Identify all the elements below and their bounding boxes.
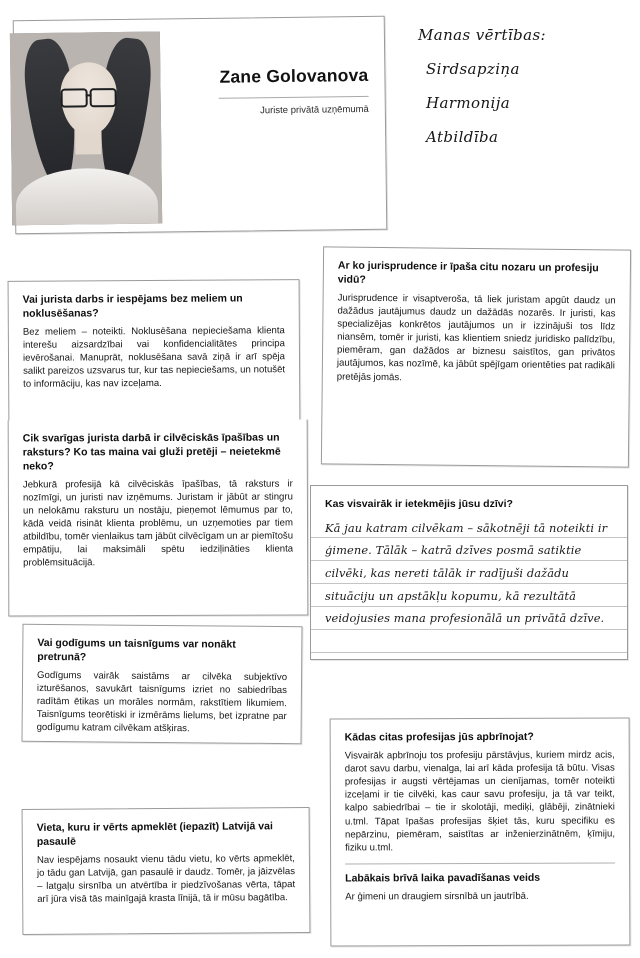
- glasses-right-lens: [90, 88, 117, 107]
- answer-text: Visvairāk apbrīnoju tos profesiju pārstāvjus, kuriem mirdz acis, darot savu darbu, vienalga, lai arī kāda profesija tā būtu. Visas profesijas ir augsti vērtējamas un cienījamas, tomēr noteikti izceļami ir tie cilvēki, kas caur savu profesiju, ja tā var teikt, kalpo sabiedrībai – tie ir skolotāji, mediķi, glābēji, zinātnieki u.tml. Tāpat īpašas profesijas šķiet tās, kuru specifiku es nepārzinu, piemēram, saistītas ar inženierzinātnēm, ķīmiju, fiziku u.tml.: [344, 749, 616, 854]
- values-item-3: Atbildība: [426, 128, 499, 146]
- question-title: Vai godīgums un taisnīgums var nonākt pretrunā?: [37, 636, 236, 664]
- header-card: [13, 16, 388, 235]
- answer-text: Bez meliem – noteikti. Noklusēšana nepieciešama klienta interešu aizsardzībai vai konfidencialitātes principa ievērošanai. Manuprāt, noklusēšana savā ziņā ir arī spēja salikt pareizos uzsvarus tur, kur tas nepieciešams, un notušēt to informāciju, kas nav izceļama.: [22, 324, 286, 391]
- glasses-icon: [61, 88, 117, 105]
- glasses-left-lens: [61, 88, 88, 107]
- handwritten-answer-area: [325, 516, 613, 636]
- card-jurisprudence-question: [321, 246, 631, 467]
- card-influence-question: [310, 485, 628, 660]
- values-list: [418, 28, 624, 164]
- card-fairness-question: [21, 624, 302, 744]
- card-personal-qualities-question: [8, 419, 309, 616]
- question-title: Cik svarīgas jurista darbā ir cilvēciskās īpašības un raksturs? Ko tas maina vai gluži pretēji – neietekmē neko?: [22, 431, 281, 473]
- question-title: Vieta, kuru ir vērts apmeklēt (iepazīt) Latvijā vai pasaulē: [36, 820, 273, 848]
- person-role: Juriste privātā uzņēmumā: [259, 103, 369, 117]
- name-divider: [219, 96, 369, 99]
- values-item-2: Harmonija: [426, 94, 511, 112]
- question-title: Labākais brīvā laika pavadīšanas veids: [345, 871, 541, 885]
- question-title: Ar ko jurisprudence ir īpaša citu nozaru un profesiju vidū?: [337, 259, 599, 286]
- question-title: Kādas citas profesijas jūs apbrīnojat?: [344, 730, 534, 744]
- name-block: [178, 65, 369, 117]
- shoulders-shape: [16, 168, 159, 226]
- portrait-photo: [10, 31, 162, 225]
- answer-text: Kā jau katram cilvēkam – sākotnēji tā noteikti ir ģimene. Tālāk – katrā dzīves posmā satiktie cilvēki, kas nereti tālāk ir radījuši dažādu situāciju un apstākļu kopumu, kā rezultātā veidojusies mana profesionālā un privātā dzīve.: [325, 520, 608, 626]
- person-name: Zane Golovanova: [219, 64, 369, 87]
- section-divider: [345, 863, 615, 865]
- answer-text: Godīgums vairāk saistāms ar cilvēka subjektīvo izturēšanos, savukārt taisnīgums izriet no sabiedrības radītām ētikas un morāles normām, rakstītiem likumiem. Taisnīgums teorētiski ir izmērāms lielums, bet izpratne par godīgumu katram cilvēkam atšķiras.: [36, 669, 288, 735]
- values-item-1: Sirdsapziņa: [426, 60, 520, 78]
- question-title: Kas visvairāk ir ietekmējis jūsu dzīvi?: [325, 498, 513, 510]
- values-title: Manas vērtības:: [418, 26, 547, 44]
- answer-text: Jebkurā profesijā kā cilvēciskās īpašības, tā raksturs ir nozīmīgi, un juristi nav izņēmums. Juristam ir jābūt ar stingru un nelokāmu raksturu un nostāju, pieņemot lēmumus par to, kādā veidā risināt klienta problēmu, un uzņemoties par tiem atbildību, tomēr vienlaikus tam jābūt cilvēcīgam un ar piemītošu empātiju, lai maksimāli spētu iedziļināties klienta problēmsituācijā.: [22, 478, 294, 569]
- card-admired-professions-question: [330, 717, 631, 946]
- answer-text: Ar ģimeni un draugiem sirsnībā un jautrībā.: [345, 890, 529, 903]
- card-place-question: [22, 807, 311, 935]
- question-title: Vai jurista darbs ir iespējams bez meliem un noklusēšanas?: [22, 292, 243, 320]
- card-honesty-question: [8, 279, 301, 433]
- free-time-section: [345, 863, 615, 904]
- answer-text: Jurisprudence ir visaptveroša, tā liek juristam apgūt daudz un dažādus jautājumus daudz un dažādās nozarēs. Ir juristi, kas specializējas konkrētos jautājumos un ir izzinājuši tos līdz niansēm, tomēr ir juristi, kas klientiem sniedz juridisko palīdzību, piemēram, gan dažādos ar biznesu saistītos, gan privātos jautājumos, kas nozīmē, ka jābūt spējīgam orientēties pat radikāli pretējās jomās.: [336, 292, 616, 383]
- glasses-bridge: [86, 94, 92, 96]
- answer-text: Nav iespējams nosaukt vienu tādu vietu, ko vērts apmeklēt, jo tādu gan Latvijā, gan pasaulē ir daudz. Tomēr, ja jāizvēlas – latgaļu sirsnība un atvērtība ir piedzīvošanas vērta, tāpat arī jūra visā tās mainīgajā krasta līnijā, tā ir mūsu bagātība.: [36, 852, 296, 906]
